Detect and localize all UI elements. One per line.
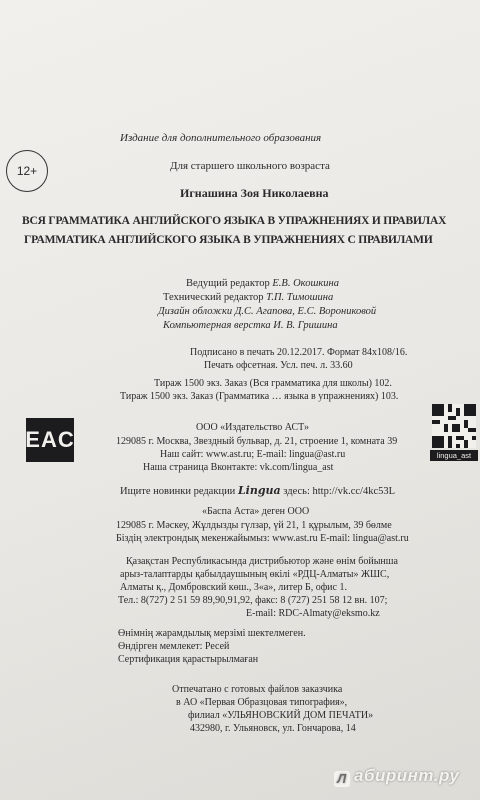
- kz-publisher-line: «Баспа Аста» деген ООО: [202, 506, 310, 517]
- kz-distributor-line: Қазақстан Республикасында дистрибьютор және өнім бойынша: [126, 556, 398, 567]
- credit-name: И. В. Гришина: [273, 320, 338, 331]
- kz-info-line: Өнімнің жарамдылық мерзімі шектелмеген.: [118, 628, 306, 639]
- credit-line: [158, 306, 376, 317]
- printer-line: в АО «Первая Образцовая типография»,: [176, 697, 348, 708]
- novelties-prefix: Ищите новинки редакции: [120, 486, 236, 497]
- credit-label: Компьютерная верстка: [163, 320, 271, 331]
- novelties-line: [120, 484, 395, 497]
- kz-info-line: Өндірген мемлекет: Ресей: [118, 641, 230, 652]
- printer-line: филиал «УЛЬЯНОВСКИЙ ДОМ ПЕЧАТИ»: [188, 710, 374, 721]
- kz-distributor-line: E-mail: RDC-Almaty@eksmo.kz: [246, 608, 380, 619]
- kz-distributor-line: Алматы қ., Домбровский көш., 3«а», литер Б, офис 1.: [120, 582, 347, 593]
- print-info-line: Тираж 1500 экз. Заказ (Грамматика … языка в упражнениях) 103.: [120, 391, 399, 402]
- eac-mark-text: EAC: [25, 427, 75, 452]
- publisher-line: Наша страница Вконтакте: vk.com/lingua_ast: [143, 462, 334, 473]
- print-info-line: Подписано в печать 20.12.2017. Формат 84x108/16.: [190, 347, 408, 358]
- credit-name: Д.С. Агапова, Е.С. Ворониковой: [234, 306, 377, 317]
- credit-line: [186, 278, 339, 289]
- credit-line: [163, 292, 333, 303]
- credit-label: Технический редактор: [163, 292, 264, 303]
- printer-line: 432980, г. Ульяновск, ул. Гончарова, 14: [190, 723, 356, 734]
- kz-info-line: Сертификация қарастырылмаған: [118, 654, 259, 665]
- print-info-line: Печать офсетная. Усл. печ. л. 33.60: [204, 360, 353, 371]
- audience: Для старшего школьного возраста: [170, 160, 330, 172]
- kz-distributor-line: Тел.: 8(727) 2 51 59 89,90,91,92, факс: 8 (727) 251 58 12 вн. 107;: [118, 595, 388, 606]
- kz-distributor-line: арыз-талаптарды қабылдаушының өкілі «РДЦ-Алматы» ЖШС,: [120, 569, 390, 580]
- title-1: ВСЯ ГРАММАТИКА АНГЛИЙСКОГО ЯЗЫКА В УПРАЖНЕНИЯХ И ПРАВИЛАХ: [22, 215, 447, 227]
- eac-mark-icon: [26, 418, 74, 462]
- publisher-line: Наш сайт: www.ast.ru; E-mail: lingua@ast.ru: [160, 449, 346, 460]
- credit-name: Т.П. Тимошина: [266, 292, 334, 303]
- publisher-line: ООО «Издательство АСТ»: [196, 422, 309, 433]
- publisher-line: 129085 г. Москва, Звездный бульвар, д. 21, строение 1, комната 39: [116, 436, 398, 447]
- title-2: ГРАММАТИКА АНГЛИЙСКОГО ЯЗЫКА В УПРАЖНЕНИЯХ С ПРАВИЛАМИ: [24, 234, 433, 246]
- kz-publisher-line: Біздің электрондық мекенжайымыз: www.ast.ru E-mail: lingua@ast.ru: [116, 533, 409, 544]
- credit-label: Ведущий редактор: [186, 278, 270, 289]
- kz-publisher-line: 129085 г. Мәскеу, Жұлдызды гүлзар, үй 21, 1 құрылым, 39 бөлме: [116, 520, 392, 531]
- labirint-logo-icon: Л: [334, 771, 350, 787]
- print-info-line: Тираж 1500 экз. Заказ (Вся грамматика для школы) 102.: [154, 378, 392, 389]
- credit-line: [163, 320, 338, 331]
- age-rating-text: 12+: [16, 164, 38, 178]
- author: Игнашина Зоя Николаевна: [180, 186, 329, 200]
- labirint-watermark: [334, 766, 459, 787]
- credit-name: Е.В. Окошкина: [272, 278, 339, 289]
- qr-label: lingua_ast: [430, 450, 478, 461]
- watermark-text: абиринт.ру: [354, 766, 460, 785]
- printer-line: Отпечатано с готовых файлов заказчика: [172, 684, 343, 695]
- lingua-logo: Lingua: [237, 484, 281, 497]
- novelties-link[interactable]: здесь: http://vk.cc/4kc53L: [283, 486, 396, 497]
- edition-note: Издание для дополнительного образования: [120, 132, 322, 144]
- credit-label: Дизайн обложки: [158, 306, 233, 317]
- qr-code-icon: [432, 404, 476, 448]
- age-rating-badge: [6, 150, 48, 192]
